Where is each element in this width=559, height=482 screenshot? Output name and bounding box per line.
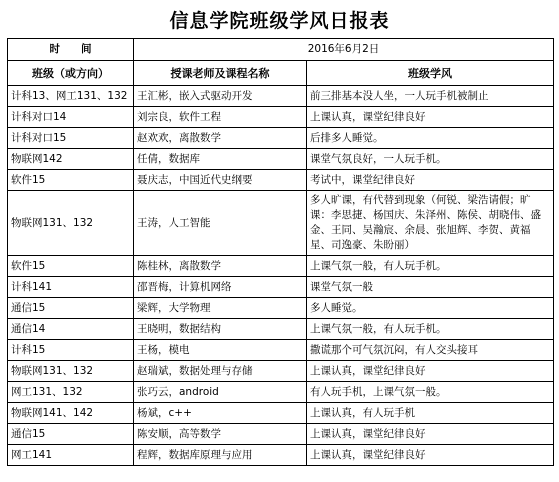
teacher-course-cell: 王晓明，数据结构 xyxy=(134,319,307,340)
class-cell: 通信15 xyxy=(8,298,134,319)
table-row xyxy=(8,191,554,256)
table-row xyxy=(8,361,554,382)
teacher-course-cell: 梁辉，大学物理 xyxy=(134,298,307,319)
teacher-course-cell: 赵欢欢，离散数学 xyxy=(134,128,307,149)
class-style-cell: 课堂气氛一般 xyxy=(307,277,554,298)
class-cell: 计科141 xyxy=(8,277,134,298)
class-style-cell: 考试中，课堂纪律良好 xyxy=(307,170,554,191)
table-row xyxy=(8,107,554,128)
table-row xyxy=(8,298,554,319)
report-date: 2016年6月2日 xyxy=(134,39,554,61)
class-style-cell: 前三排基本没人坐，一人玩手机被制止 xyxy=(307,86,554,107)
teacher-course-cell: 程辉，数据库原理与应用 xyxy=(134,445,307,466)
table-row xyxy=(8,445,554,466)
class-style-cell: 后排多人睡觉。 xyxy=(307,128,554,149)
class-cell: 物联网131、132 xyxy=(8,361,134,382)
class-cell: 通信14 xyxy=(8,319,134,340)
class-style-cell: 多人旷课，有代替到现象（何锐、梁浩请假；旷课：李思捷、杨国庆、朱泽州、陈侯、胡晓伟、盛金、王同、吴瀚宸、余晨、张旭辉、李贺、黄福星、司逸豪、朱盼丽） xyxy=(307,191,554,256)
table-row xyxy=(8,277,554,298)
class-style-cell: 上课认真，课堂纪律良好 xyxy=(307,424,554,445)
table-row xyxy=(8,340,554,361)
class-cell: 网工131、132 xyxy=(8,382,134,403)
class-style-cell: 上课气氛一般，有人玩手机。 xyxy=(307,256,554,277)
class-cell: 网工141 xyxy=(8,445,134,466)
class-style-cell: 多人睡觉。 xyxy=(307,298,554,319)
table-row xyxy=(8,424,554,445)
teacher-course-cell: 王汇彬，嵌入式驱动开发 xyxy=(134,86,307,107)
header-row xyxy=(8,61,554,86)
report-table xyxy=(7,38,554,466)
class-style-cell: 课堂气氛良好，一人玩手机。 xyxy=(307,149,554,170)
class-cell: 计科对口14 xyxy=(8,107,134,128)
teacher-course-cell: 王涛，人工智能 xyxy=(134,191,307,256)
class-style-cell: 上课认真，课堂纪律良好 xyxy=(307,361,554,382)
class-style-cell: 上课气氛一般，有人玩手机。 xyxy=(307,319,554,340)
class-cell: 物联网141、142 xyxy=(8,403,134,424)
teacher-course-cell: 杨斌，c++ xyxy=(134,403,307,424)
class-cell: 计科15 xyxy=(8,340,134,361)
class-style-cell: 撒谎那个可气氛沉闷，有人交头接耳 xyxy=(307,340,554,361)
teacher-course-cell: 赵瑞斌，数据处理与存储 xyxy=(134,361,307,382)
teacher-course-cell: 聂庆志，中国近代史纲要 xyxy=(134,170,307,191)
table-row xyxy=(8,170,554,191)
class-cell: 计科13、网工131、132 xyxy=(8,86,134,107)
time-label: 时 间 xyxy=(8,39,134,61)
header-teacher-course: 授课老师及课程名称 xyxy=(134,61,307,86)
teacher-course-cell: 邵晋梅，计算机网络 xyxy=(134,277,307,298)
class-cell: 通信15 xyxy=(8,424,134,445)
class-cell: 软件15 xyxy=(8,256,134,277)
class-cell: 物联网131、132 xyxy=(8,191,134,256)
table-row xyxy=(8,256,554,277)
class-style-cell: 上课认真，课堂纪律良好 xyxy=(307,107,554,128)
class-cell: 计科对口15 xyxy=(8,128,134,149)
report-title: 信息学院班级学风日报表 xyxy=(169,9,390,32)
teacher-course-cell: 王杨，模电 xyxy=(134,340,307,361)
teacher-course-cell: 刘宗良，软件工程 xyxy=(134,107,307,128)
class-style-cell: 有人玩手机，上课气氛一般。 xyxy=(307,382,554,403)
table-row xyxy=(8,128,554,149)
table-row xyxy=(8,382,554,403)
header-class: 班级（或方向） xyxy=(8,61,134,86)
class-cell: 物联网142 xyxy=(8,149,134,170)
teacher-course-cell: 张巧云，android xyxy=(134,382,307,403)
table-row xyxy=(8,86,554,107)
class-style-cell: 上课认真，课堂纪律良好 xyxy=(307,445,554,466)
class-style-cell: 上课认真，有人玩手机 xyxy=(307,403,554,424)
time-row xyxy=(8,39,554,61)
table-row xyxy=(8,149,554,170)
table-row xyxy=(8,403,554,424)
teacher-course-cell: 任倩，数据库 xyxy=(134,149,307,170)
class-cell: 软件15 xyxy=(8,170,134,191)
table-row xyxy=(8,319,554,340)
header-class-style: 班级学风 xyxy=(307,61,554,86)
teacher-course-cell: 陈桂林，离散数学 xyxy=(134,256,307,277)
teacher-course-cell: 陈安顺，高等数学 xyxy=(134,424,307,445)
